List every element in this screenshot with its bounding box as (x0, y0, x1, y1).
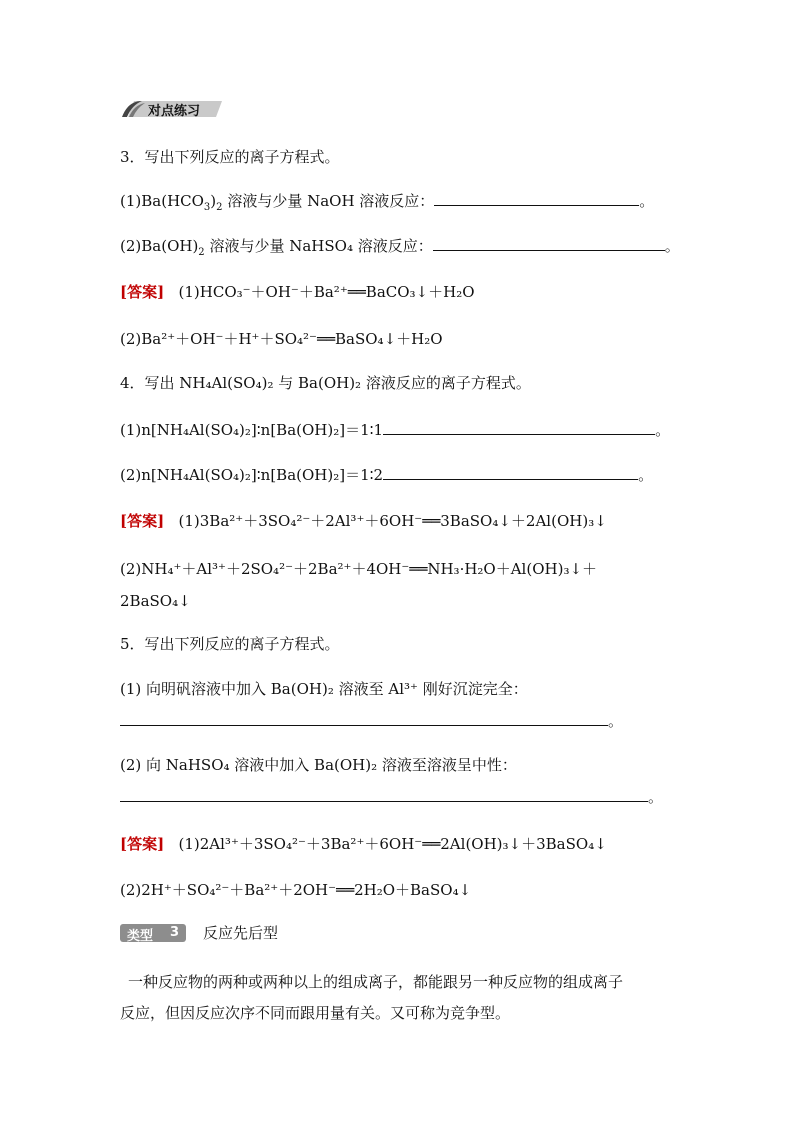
answer-blank[interactable] (434, 191, 639, 206)
answer-blank[interactable] (120, 787, 648, 802)
q4-answer2-line1: (2)NH₄⁺＋Al³⁺＋2SO₄²⁻＋2Ba²⁺＋4OH⁻══NH₃·H₂O＋Al(OH)₃↓＋ (120, 560, 598, 578)
q3-part2: $(2)Ba(OH)_2$ 溶液与少量 NaHSO₄ 溶液反应： 。 (120, 237, 680, 258)
answer-blank[interactable] (383, 465, 638, 480)
section-paragraph-line1: 一种反应物的两种或两种以上的组成离子，都能跟另一种反应物的组成离子 (128, 973, 624, 991)
answer-label: [答案] (120, 835, 165, 853)
practice-badge (120, 99, 222, 119)
q5-part1-blank-line: 。 (120, 710, 623, 732)
q4-title: 4．写出 NH₄Al(SO₄)₂ 与 Ba(OH)₂ 溶液反应的离子方程式。 (120, 374, 531, 392)
q4-answer1: [答案] (1)3Ba²⁺＋3SO₄²⁻＋2Al³⁺＋6OH⁻══3BaSO₄↓＋2Al(OH)₃↓ (120, 512, 607, 530)
q5-answer2: (2)2H⁺＋SO₄²⁻＋Ba²⁺＋2OH⁻══2H₂O＋BaSO₄↓ (120, 881, 472, 899)
q5-answer1: [答案] (1)2Al³⁺＋3SO₄²⁻＋3Ba²⁺＋6OH⁻══2Al(OH)₃↓＋3BaSO₄↓ (120, 835, 607, 853)
type-badge-number: 3 (170, 925, 180, 940)
section-paragraph-line2: 反应，但因反应次序不同而跟用量有关。又可称为竞争型。 (120, 1004, 511, 1022)
q3-part1: $(1)Ba(HCO_3)_2$ 溶液与少量 NaOH 溶液反应： 。 (120, 192, 655, 213)
answer-blank[interactable] (383, 420, 655, 435)
q3-answer2: (2)Ba²⁺＋OH⁻＋H⁺＋SO₄²⁻══BaSO₄↓＋H₂O (120, 330, 443, 348)
q5-title: 5．写出下列反应的离子方程式。 (120, 635, 340, 653)
section-title: 反应先后型 (203, 924, 279, 942)
q5-part2-blank-line: 。 (120, 786, 663, 808)
answer-blank[interactable] (120, 711, 608, 726)
q5-part1: (1) 向明矾溶液中加入 Ba(OH)₂ 溶液至 Al³⁺ 刚好沉淀完全： (120, 680, 528, 698)
q3-answer1: [答案] (1)HCO₃⁻＋OH⁻＋Ba²⁺══BaCO₃↓＋H₂O (120, 283, 475, 301)
q4-part1: (1)n[NH₄Al(SO₄)₂]∶n[Ba(OH)₂]＝1∶1 。 (120, 421, 671, 439)
badge-label: 对点练习 (148, 104, 201, 119)
answer-label: [答案] (120, 512, 165, 530)
type-badge (120, 924, 186, 942)
answer-blank[interactable] (433, 236, 665, 251)
q4-part2: (2)n[NH₄Al(SO₄)₂]∶n[Ba(OH)₂]＝1∶2 。 (120, 466, 654, 484)
answer-label: [答案] (120, 283, 165, 301)
swoosh-icon (120, 99, 146, 119)
q3-title: 3．写出下列反应的离子方程式。 (120, 148, 340, 166)
type-badge-label: 类型 (127, 929, 154, 944)
q4-answer2-line2: 2BaSO₄↓ (120, 592, 191, 610)
q5-part2: (2) 向 NaHSO₄ 溶液中加入 Ba(OH)₂ 溶液至溶液呈中性： (120, 756, 517, 774)
